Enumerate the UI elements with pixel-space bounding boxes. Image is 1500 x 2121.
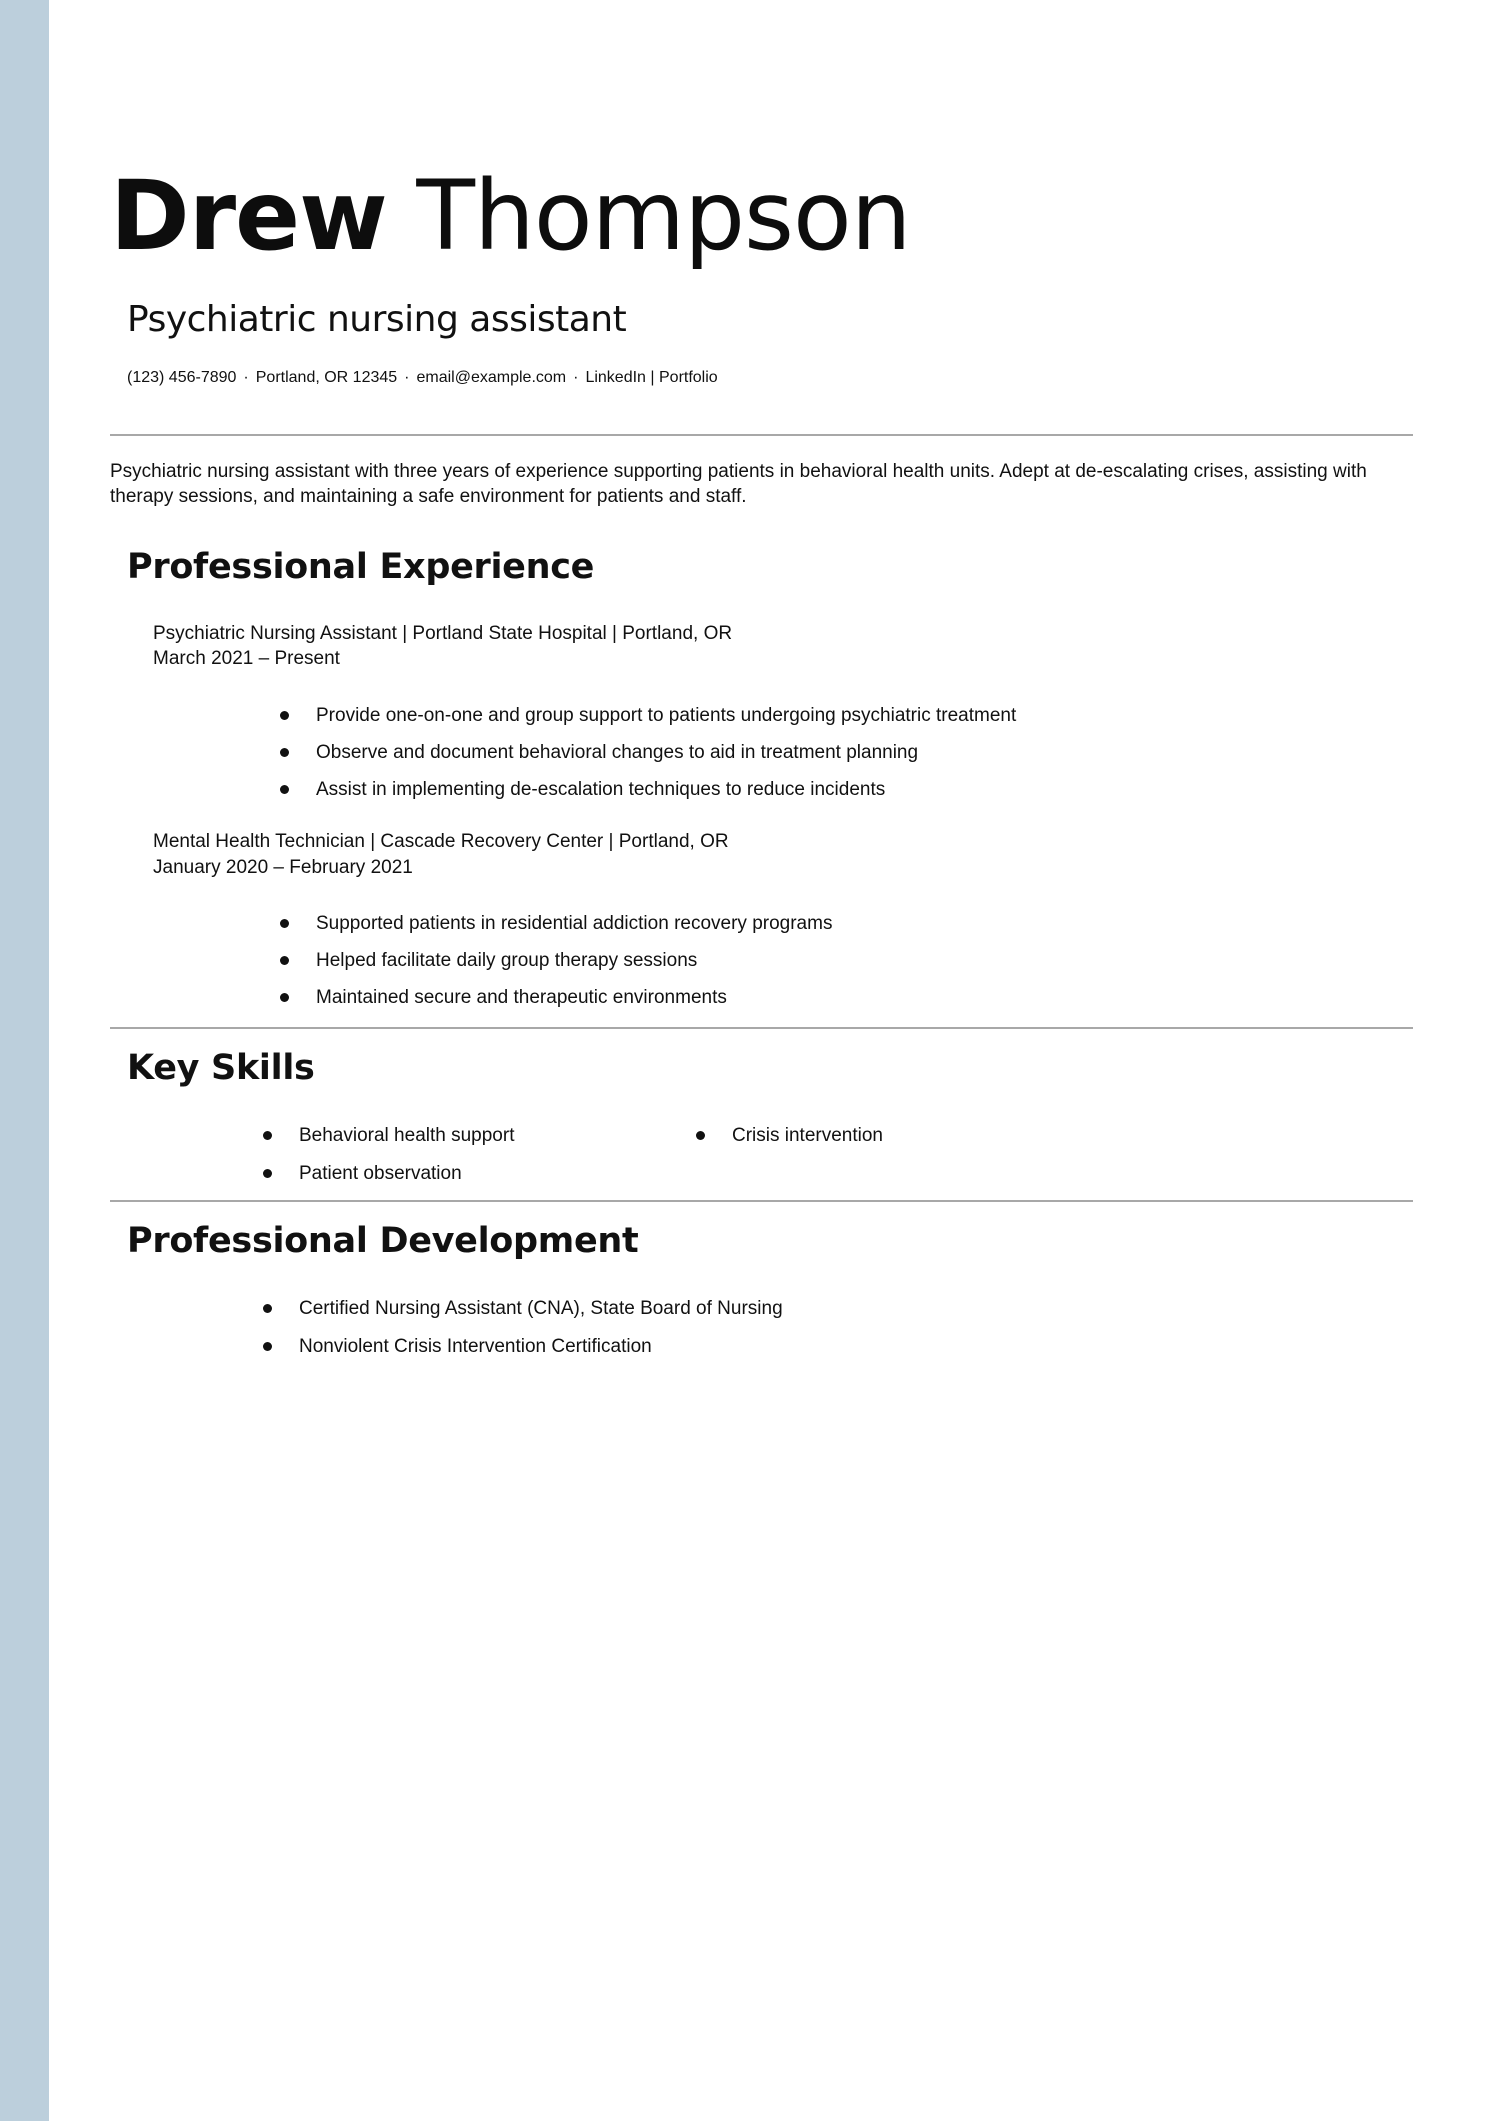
bullet-icon [280,711,289,720]
job-dates: January 2020 – February 2021 [153,857,413,878]
bullet-icon [263,1169,272,1178]
contact-separator: · [243,369,249,386]
skill-text: Behavioral health support [299,1125,515,1146]
bullet-icon [263,1304,272,1313]
decorative-sidebar [0,0,49,2121]
job-title-line: Mental Health Technician | Cascade Recovery Center | Portland, OR [153,831,729,852]
bullet-icon [280,748,289,757]
contact-separator: · [404,369,410,386]
list-item-text: Assist in implementing de-escalation techniques to reduce incidents [316,779,886,800]
bullet-icon [280,993,289,1002]
last-name: Thompson [416,160,911,272]
bullet-icon [280,785,289,794]
list-item-text: Certified Nursing Assistant (CNA), State Board of Nursing [299,1298,783,1319]
contact-location: Portland, OR 12345 [255,369,398,386]
job-title: Psychiatric nursing assistant [127,299,627,340]
divider [110,434,1413,436]
first-name: Drew [110,160,387,272]
bullet-icon [696,1131,705,1140]
list-item-text: Nonviolent Crisis Intervention Certification [299,1336,652,1357]
contact-phone: (123) 456-7890 [127,369,237,386]
bullet-icon [280,956,289,965]
professional-summary: Psychiatric nursing assistant with three years of experience supporting patients in behavioral health units. Adept at de-escalating crises, assisting with therapy sessions, and maintaining a safe environment for patients and staff. [110,461,1367,507]
candidate-name [110,160,911,272]
contact-links[interactable]: LinkedIn | Portfolio [585,369,718,386]
divider [110,1200,1413,1202]
contact-email[interactable]: email@example.com [416,369,567,386]
skill-text: Crisis intervention [732,1125,883,1146]
skill-text: Patient observation [299,1163,462,1184]
bullet-icon [263,1131,272,1140]
bullet-icon [263,1342,272,1351]
list-item-text: Supported patients in residential addiction recovery programs [316,913,833,934]
skills-heading: Key Skills [127,1048,315,1088]
list-item-text: Helped facilitate daily group therapy sessions [316,950,698,971]
list-item-text: Observe and document behavioral changes to aid in treatment planning [316,742,919,763]
list-item-text: Maintained secure and therapeutic environments [316,987,727,1008]
experience-heading: Professional Experience [127,547,595,587]
bullet-icon [280,919,289,928]
contact-separator: · [573,369,579,386]
contact-line [127,368,718,387]
divider [110,1027,1413,1029]
job-title-line: Psychiatric Nursing Assistant | Portland State Hospital | Portland, OR [153,623,733,644]
list-item-text: Provide one-on-one and group support to patients undergoing psychiatric treatment [316,705,1017,726]
development-heading: Professional Development [127,1221,639,1261]
job-dates: March 2021 – Present [153,648,340,669]
